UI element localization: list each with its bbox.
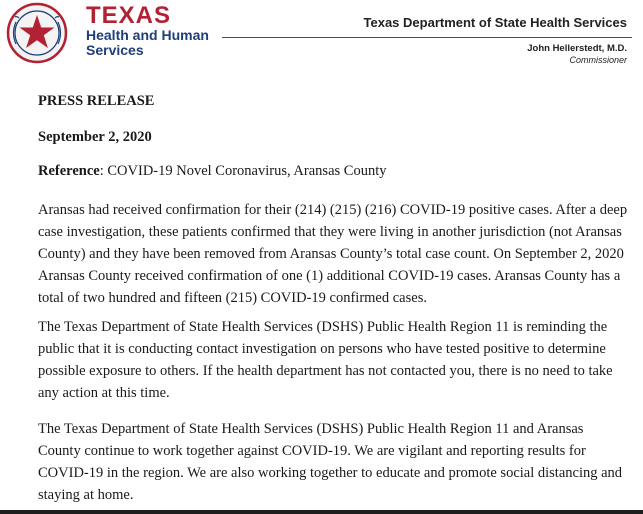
- texas-seal-logo: [4, 2, 74, 64]
- reference-label: Reference: [38, 163, 100, 179]
- press-release-date: September 2, 2020: [38, 129, 152, 145]
- header-divider: [222, 37, 632, 38]
- brand-subtitle-line2: Services: [86, 42, 144, 58]
- commissioner-name: John Hellerstedt, M.D.: [527, 43, 627, 54]
- reference-line: [38, 160, 628, 182]
- brand-subtitle: [86, 28, 209, 58]
- press-release-title: PRESS RELEASE: [38, 93, 155, 109]
- paragraph-cooperation: The Texas Department of State Health Services (DSHS) Public Health Region 11 and Aransas County continue to work together against COVID-19. We are vigilant and reporting results for COVID-19 in the region. We are also working together to educate and promote social distancing and staying at home.: [38, 421, 623, 503]
- reference-text: : COVID-19 Novel Coronavirus, Aransas County: [99, 163, 387, 179]
- bottom-border: [0, 510, 643, 514]
- paragraph-case-update: Aransas had received confirmation for their (214) (215) (216) COVID-19 positive cases. After a deep case investigation, these patients confirmed that they were living in another jurisdiction (not Aransas County) and they have been removed from Aransas County’s total case count. On September 2, 2020 Aransas County received confirmation of one (1) additional COVID-19 cases. Aransas County has a total of two hundred and fifteen (215) COVID-19 confirmed cases.: [38, 202, 628, 306]
- commissioner-title: Commissioner: [569, 55, 627, 65]
- brand-title: TEXAS: [86, 2, 172, 29]
- brand-subtitle-line1: Health and Human: [86, 27, 209, 43]
- department-name: Texas Department of State Health Services: [363, 15, 627, 30]
- paragraph-contact-investigation: The Texas Department of State Health Services (DSHS) Public Health Region 11 is reminding the public that it is conducting contact investigation on persons who have tested positive to determine possible exposure to others. If the health department has not contacted you, there is no need to take any action at this time.: [38, 319, 613, 401]
